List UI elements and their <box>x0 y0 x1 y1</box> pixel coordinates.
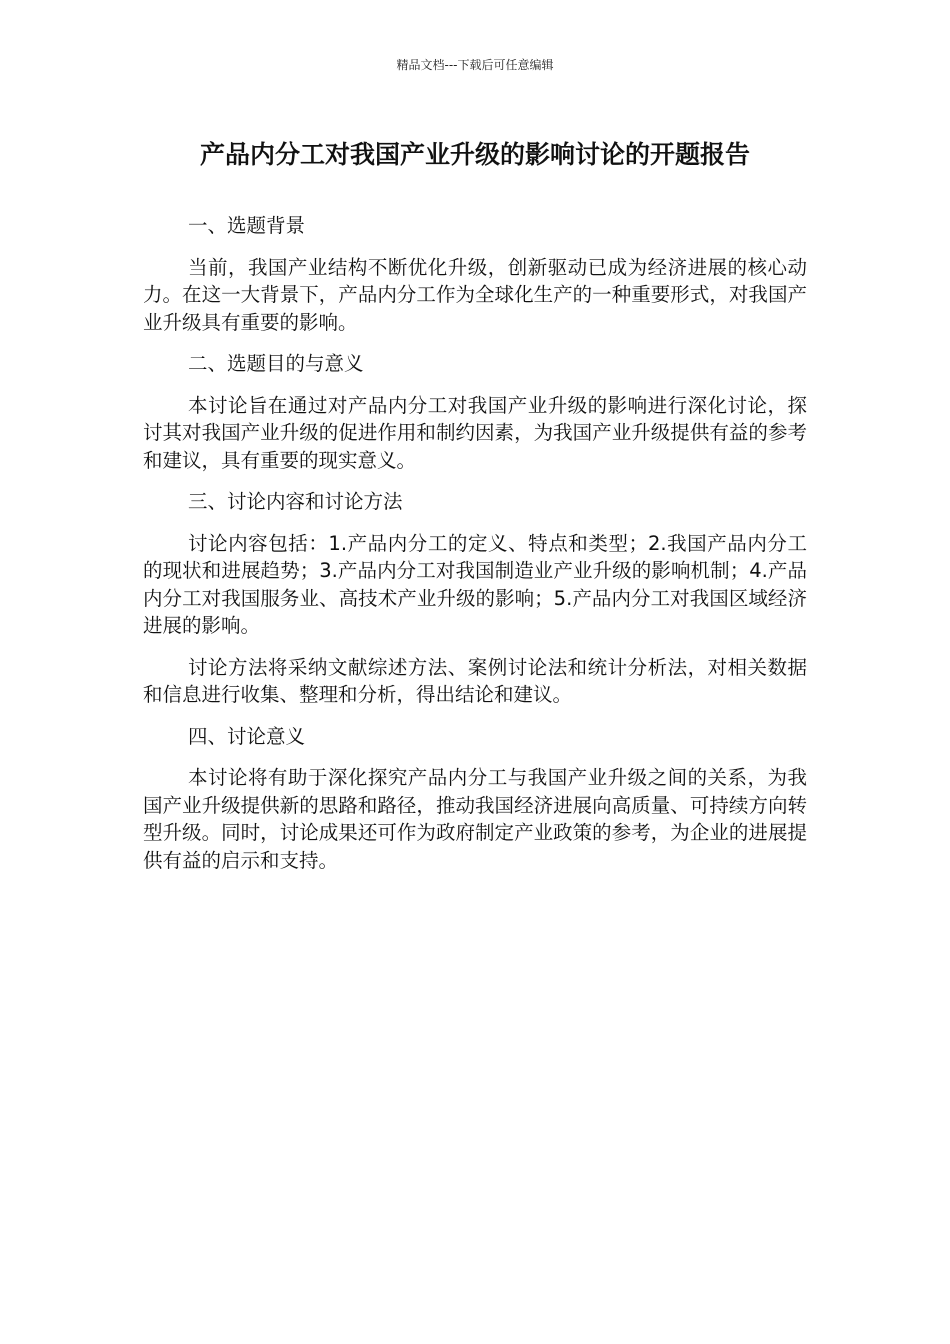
paragraph-methods: 讨论方法将采纳文献综述方法、案例讨论法和统计分析法，对相关数据和信息进行收集、整理和分析，得出结论和建议。 <box>143 655 807 706</box>
paragraph-content: 讨论内容包括：1.产品内分工的定义、特点和类型；2.我国产品内分工的现状和进展趋势；3.产品内分工对我国制造业产业升级的影响机制；4.产品内分工对我国服务业、高技术产业升级的影响；5.产品内分工对我国区域经济进展的影响。 <box>143 531 807 637</box>
page-header-note: 精品文档---下载后可任意编辑 <box>396 58 554 72</box>
section-heading-background: 一、选题背景 <box>188 214 306 237</box>
document-title: 产品内分工对我国产业升级的影响讨论的开题报告 <box>199 140 750 169</box>
paragraph-purpose: 本讨论旨在通过对产品内分工对我国产业升级的影响进行深化讨论，探讨其对我国产业升级的促进作用和制约因素，为我国产业升级提供有益的参考和建议，具有重要的现实意义。 <box>143 393 807 472</box>
section-heading-purpose: 二、选题目的与意义 <box>188 352 364 375</box>
paragraph-background: 当前，我国产业结构不断优化升级，创新驱动已成为经济进展的核心动力。在这一大背景下，产品内分工作为全球化生产的一种重要形式，对我国产业升级具有重要的影响。 <box>143 255 807 334</box>
section-heading-significance: 四、讨论意义 <box>188 724 306 748</box>
document-body <box>143 212 807 888</box>
section-heading-content-methods: 三、讨论内容和讨论方法 <box>188 490 403 513</box>
paragraph-significance: 本讨论将有助于深化探究产品内分工与我国产业升级之间的关系，为我国产业升级提供新的思路和路径，推动我国经济进展向高质量、可持续方向转型升级。同时，讨论成果还可作为政府制定产业政策的参考，为企业的进展提供有益的启示和支持。 <box>143 766 807 872</box>
